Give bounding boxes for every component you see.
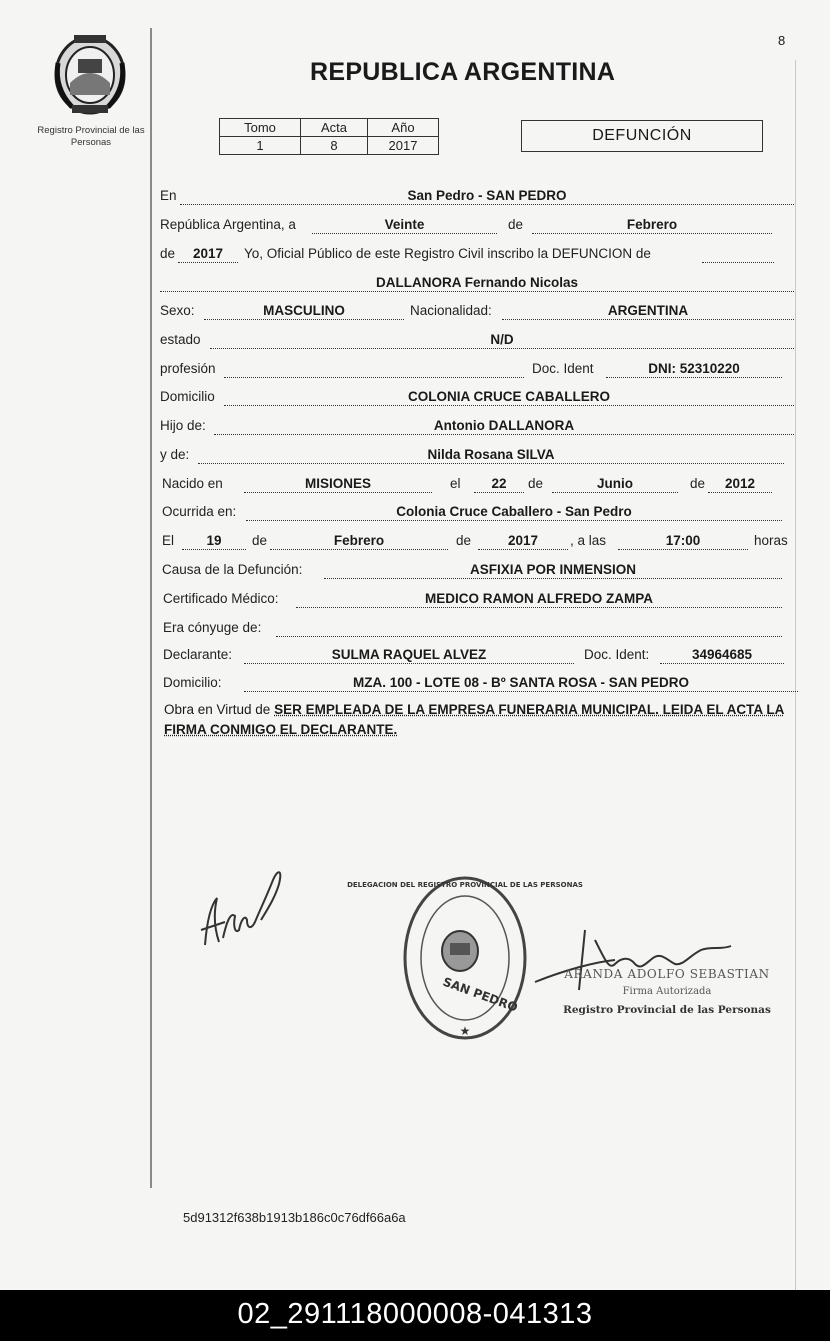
death-year-field: 2017	[478, 533, 568, 550]
father-field: Antonio DALLANORA	[214, 418, 794, 435]
day-field: Veinte	[312, 217, 497, 234]
place-field: San Pedro - SAN PEDRO	[180, 188, 794, 205]
declarant-field: SULMA RAQUEL ALVEZ	[244, 647, 574, 664]
page-number: 8	[778, 33, 786, 48]
conyuge-label: Era cónyuge de:	[163, 620, 262, 635]
de-label: de	[160, 246, 176, 261]
a-las-label: , a las	[570, 533, 607, 548]
blank-fill	[702, 246, 774, 263]
row-en	[160, 188, 796, 208]
tomo-header: Tomo	[220, 119, 301, 137]
row-profesion	[160, 361, 796, 381]
official-seal	[347, 873, 583, 1043]
row-conyuge	[160, 620, 786, 640]
death-day-field: 19	[182, 533, 246, 550]
seal-outer-text: DELEGACION DEL REGISTRO PROVINCIAL DE LAS PERSONAS	[347, 881, 583, 889]
profesion-field	[224, 361, 524, 378]
de-label: de	[252, 533, 268, 548]
de-label: de	[528, 476, 544, 491]
nacionalidad-field: ARGENTINA	[502, 303, 794, 320]
row-year	[160, 246, 776, 266]
row-estado	[160, 332, 796, 352]
birth-year-field: 2012	[708, 476, 772, 493]
de-label: de	[456, 533, 472, 548]
row-fecha	[160, 533, 794, 553]
profesion-label: profesión	[160, 361, 216, 376]
de-label: de	[690, 476, 706, 491]
row-y-de	[160, 447, 786, 467]
death-time-field: 17:00	[618, 533, 748, 550]
row-domicilio	[160, 389, 796, 409]
officer-name: ARANDA ADOLFO SEBASTIAN	[564, 967, 770, 981]
doc-ident-label: Doc. Ident:	[584, 647, 650, 662]
nacionalidad-label: Nacionalidad:	[410, 303, 492, 318]
estado-field: N/D	[210, 332, 794, 349]
ano-header: Año	[368, 119, 439, 137]
acta-value: 8	[301, 137, 368, 155]
birth-month-field: Junio	[552, 476, 678, 493]
republica-label: República Argentina, a	[160, 217, 296, 232]
declarant-address-field: MZA. 100 - LOTE 08 - Bº SANTA ROSA - SAN PEDRO	[244, 675, 798, 692]
doc-ident-label: Doc. Ident	[532, 361, 594, 376]
y-de-label: y de:	[160, 447, 190, 462]
de-label: de	[508, 217, 524, 232]
obra-label: Obra en Virtud de	[164, 702, 271, 717]
document-hash: 5d91312f638b1913b186c0c76df66a6a	[183, 1210, 406, 1225]
death-place-field: Colonia Cruce Caballero - San Pedro	[246, 504, 782, 521]
horas-label: horas	[754, 533, 788, 548]
row-certificado	[160, 591, 786, 611]
record-type-box: DEFUNCIÓN	[521, 120, 763, 152]
row-ocurrida	[160, 504, 786, 524]
officer-stamp	[557, 965, 777, 1019]
certificado-label: Certificado Médico:	[163, 591, 279, 606]
tomo-acta-ano-table	[219, 118, 439, 155]
footer-code-bar: 02_291118000008-041313	[0, 1290, 830, 1341]
row-declarante	[160, 647, 786, 667]
cause-field: ASFIXIA POR INMENSION	[324, 562, 782, 579]
registry-label: Registro Provincial de las Personas	[37, 125, 145, 148]
tomo-value: 1	[220, 137, 301, 155]
death-month-field: Febrero	[270, 533, 448, 550]
en-label: En	[160, 188, 177, 203]
domicilio-label: Domicilio:	[163, 675, 222, 690]
inscription-text: Yo, Oficial Público de este Registro Civil inscribo la DEFUNCION de	[244, 246, 651, 261]
row-domicilio-declarante	[160, 675, 800, 695]
declarante-label: Declarante:	[163, 647, 233, 662]
month-field: Febrero	[532, 217, 772, 234]
row-causa	[160, 562, 786, 582]
row-deceased	[160, 275, 796, 295]
sexo-label: Sexo:	[160, 303, 195, 318]
el-label: El	[162, 533, 175, 548]
page-title: REPUBLICA ARGENTINA	[310, 58, 616, 86]
birthplace-field: MISIONES	[244, 476, 432, 493]
nacido-label: Nacido en	[162, 476, 223, 491]
year-field: 2017	[178, 246, 238, 263]
ocurrida-label: Ocurrida en:	[162, 504, 237, 519]
left-margin-line	[150, 28, 152, 1188]
mother-field: Nilda Rosana SILVA	[198, 447, 784, 464]
officer-role: Firma Autorizada	[622, 986, 712, 997]
el-label: el	[450, 476, 461, 491]
domicilio-label: Domicilio	[160, 389, 215, 404]
acta-header: Acta	[301, 119, 368, 137]
hijo-de-label: Hijo de:	[160, 418, 206, 433]
declarant-doc-field: 34964685	[660, 647, 784, 664]
obra-paragraph	[164, 700, 804, 740]
row-hijo-de	[160, 418, 796, 438]
ano-value: 2017	[368, 137, 439, 155]
province-coat-of-arms-logo	[52, 33, 128, 115]
domicilio-field: COLONIA CRUCE CABALLERO	[224, 389, 794, 406]
row-nacido	[160, 476, 782, 496]
sexo-field: MASCULINO	[204, 303, 404, 320]
birth-day-field: 22	[474, 476, 524, 493]
row-sexo	[160, 303, 796, 323]
seal-inner-text: SAN PEDRO	[440, 974, 520, 1015]
deceased-name-field: DALLANORA Fernando Nicolas	[160, 275, 794, 292]
officer-registry: Registro Provincial de las Personas	[563, 1004, 771, 1016]
estado-label: estado	[160, 332, 201, 347]
doc-ident-field: DNI: 52310220	[606, 361, 782, 378]
svg-text:★: ★	[459, 1024, 471, 1038]
certificate-field: MEDICO RAMON ALFREDO ZAMPA	[296, 591, 782, 608]
causa-label: Causa de la Defunción:	[162, 562, 303, 577]
declarant-signature	[195, 860, 295, 960]
row-republica	[160, 217, 776, 237]
spouse-field	[276, 620, 782, 637]
obra-field: SER EMPLEADA DE LA EMPRESA FUNERARIA MUNICIPAL. LEIDA EL ACTA LA FIRMA CONMIGO EL DECLARANTE.	[164, 702, 785, 737]
